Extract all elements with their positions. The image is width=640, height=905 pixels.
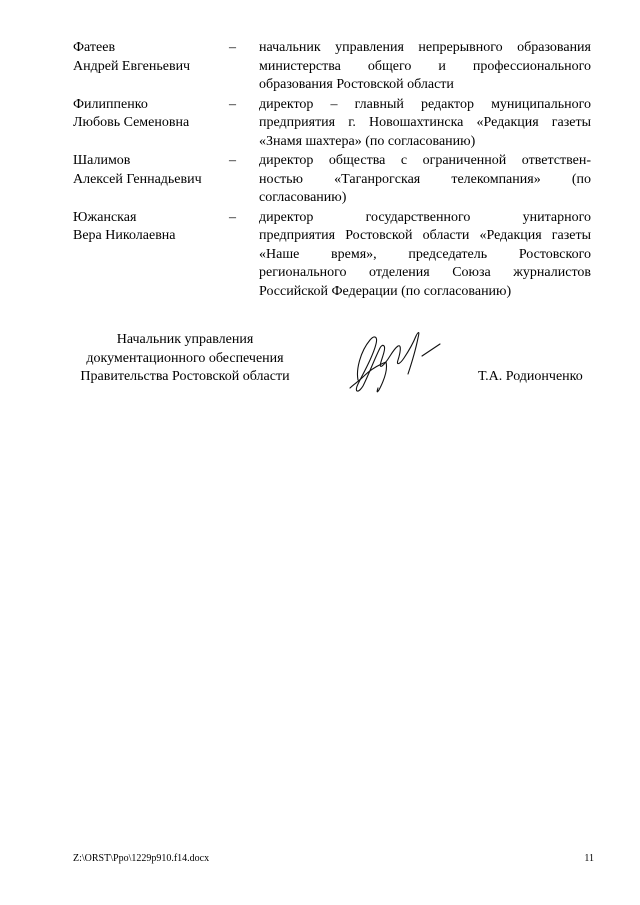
member-desc-line: директор – главный редактор муниципального	[259, 96, 591, 112]
member-description	[259, 152, 591, 208]
signer-position-line: Начальник управления	[116, 332, 254, 347]
member-desc-line: регионального отделения Союза журналистов	[259, 265, 591, 280]
signer-position	[60, 331, 310, 387]
member-desc-line: министерства общего и профессионального	[259, 58, 591, 74]
member-surname: Южанская	[73, 209, 137, 225]
member-desc-line: предприятия Ростовской области «Редакция газеты	[259, 228, 591, 243]
member-entry	[73, 209, 591, 302]
member-desc-line: Российской Федерации (по согласованию)	[259, 283, 512, 299]
member-name	[73, 39, 229, 95]
member-description	[259, 96, 591, 152]
member-description	[259, 209, 591, 302]
member-given-names: Андрей Евгеньевич	[73, 58, 191, 74]
member-entry	[73, 39, 591, 95]
member-desc-line: директор государственного унитарного	[259, 209, 591, 225]
member-desc-line: директор общества с ограниченной ответствен-	[259, 153, 591, 168]
signer-name: Т.А. Родионченко	[478, 369, 583, 384]
member-dash: –	[229, 209, 236, 225]
member-desc-line: «Знамя шахтера» (по согласованию)	[259, 133, 476, 149]
member-given-names: Любовь Семеновна	[73, 115, 190, 130]
signer-position-line: документационного обеспечения	[86, 350, 284, 366]
member-dash: –	[229, 40, 236, 55]
member-entry	[73, 152, 591, 208]
member-desc-line: согласованию)	[259, 190, 347, 205]
member-desc-line: предприятия г. Новошахтинска «Редакция газеты	[259, 115, 591, 130]
member-entry	[73, 96, 591, 152]
member-name	[73, 209, 229, 302]
member-dash: –	[229, 96, 236, 112]
member-surname: Филиппенко	[73, 96, 148, 112]
member-surname: Фатеев	[73, 40, 116, 55]
footer-file-path: Z:\ORST\Ppo\1229p910.f14.docx	[73, 853, 210, 864]
member-description	[259, 39, 591, 95]
member-dash: –	[229, 153, 236, 168]
member-surname: Шалимов	[73, 153, 131, 168]
member-desc-line: «Наше время», председатель Ростовского	[259, 246, 591, 262]
member-given-names: Алексей Геннадьевич	[73, 171, 202, 187]
member-desc-line: образования Ростовской области	[259, 77, 454, 92]
member-name	[73, 96, 229, 152]
page-number: 11	[584, 853, 594, 864]
signer-position-line: Правительства Ростовской области	[80, 369, 290, 384]
handwritten-signature	[336, 322, 451, 402]
member-given-names: Вера Николаевна	[73, 228, 176, 243]
member-desc-line: начальник управления непрерывного образования	[259, 40, 591, 55]
member-name	[73, 152, 229, 208]
member-desc-line: ностью «Таганрогская телекомпания» (по	[259, 171, 591, 187]
members-list	[73, 39, 591, 302]
